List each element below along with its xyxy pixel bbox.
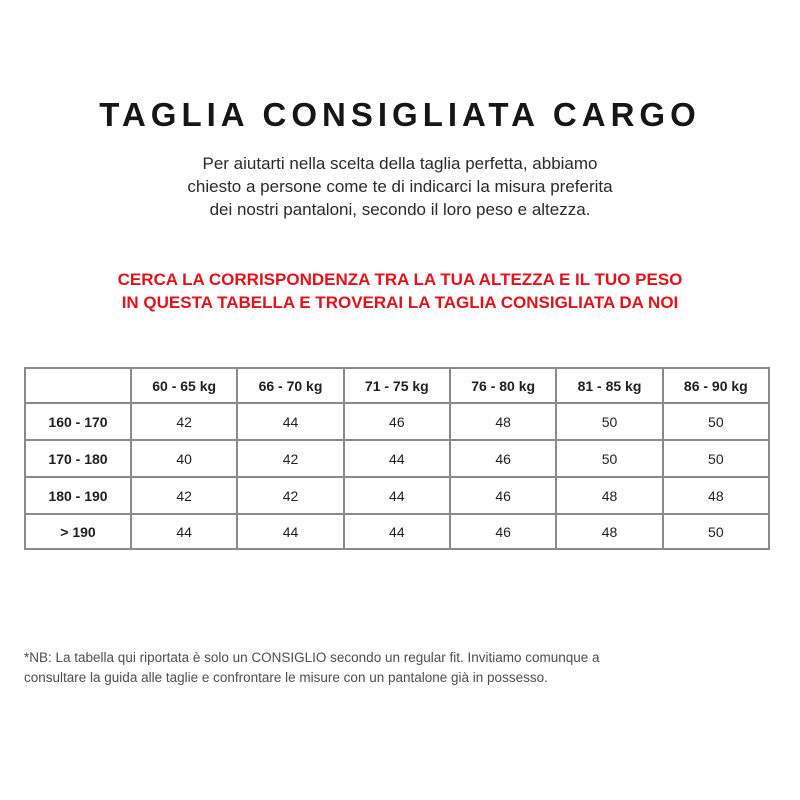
size-cell: 48 (556, 514, 662, 549)
callout-line: IN QUESTA TABELLA E TROVERAI LA TAGLIA CONSIGLIATA DA NOI (121, 293, 679, 312)
size-cell: 40 (131, 440, 237, 477)
size-cell: 46 (344, 403, 450, 440)
footnote (24, 648, 784, 688)
height-header: 180 - 190 (25, 477, 131, 514)
size-cell: 42 (131, 403, 237, 440)
intro-line: Per aiutarti nella scelta della taglia perfetta, abbiamo (202, 154, 598, 173)
size-cell: 44 (237, 403, 343, 440)
table-row (25, 514, 769, 549)
weight-header: 71 - 75 kg (344, 368, 450, 403)
size-cell: 42 (237, 440, 343, 477)
size-cell: 44 (344, 477, 450, 514)
size-cell: 46 (450, 440, 556, 477)
size-table (24, 367, 770, 550)
size-cell: 50 (663, 403, 769, 440)
size-cell: 42 (237, 477, 343, 514)
weight-header: 81 - 85 kg (556, 368, 662, 403)
size-cell: 50 (556, 403, 662, 440)
size-cell: 46 (450, 514, 556, 549)
size-cell: 44 (237, 514, 343, 549)
size-cell: 42 (131, 477, 237, 514)
footnote-line: *NB: La tabella qui riportata è solo un CONSIGLIO secondo un regular fit. Invitiamo comunque a (24, 650, 600, 665)
size-cell: 44 (131, 514, 237, 549)
size-cell: 50 (663, 514, 769, 549)
size-cell: 48 (663, 477, 769, 514)
intro-line: chiesto a persone come te di indicarci la misura preferita (187, 177, 613, 196)
table-header-row (25, 368, 769, 403)
table-row (25, 477, 769, 514)
weight-header: 86 - 90 kg (663, 368, 769, 403)
table-row (25, 440, 769, 477)
size-cell: 50 (663, 440, 769, 477)
footnote-line: consultare la guida alle taglie e confrontare le misure con un pantalone già in possesso. (24, 670, 548, 685)
size-cell: 44 (344, 514, 450, 549)
weight-header: 76 - 80 kg (450, 368, 556, 403)
page-title: TAGLIA CONSIGLIATA CARGO (99, 96, 701, 133)
weight-header: 60 - 65 kg (131, 368, 237, 403)
height-header: > 190 (25, 514, 131, 549)
size-cell: 48 (556, 477, 662, 514)
intro-text (0, 152, 800, 221)
weight-header: 66 - 70 kg (237, 368, 343, 403)
table-corner-cell (25, 368, 131, 403)
size-cell: 48 (450, 403, 556, 440)
table-row (25, 403, 769, 440)
callout-line: CERCA LA CORRISPONDENZA TRA LA TUA ALTEZZA E IL TUO PESO (117, 270, 683, 289)
size-cell: 46 (450, 477, 556, 514)
size-cell: 44 (344, 440, 450, 477)
intro-line: dei nostri pantaloni, secondo il loro peso e altezza. (209, 200, 591, 219)
height-header: 160 - 170 (25, 403, 131, 440)
height-header: 170 - 180 (25, 440, 131, 477)
size-cell: 50 (556, 440, 662, 477)
callout-text (0, 268, 800, 314)
